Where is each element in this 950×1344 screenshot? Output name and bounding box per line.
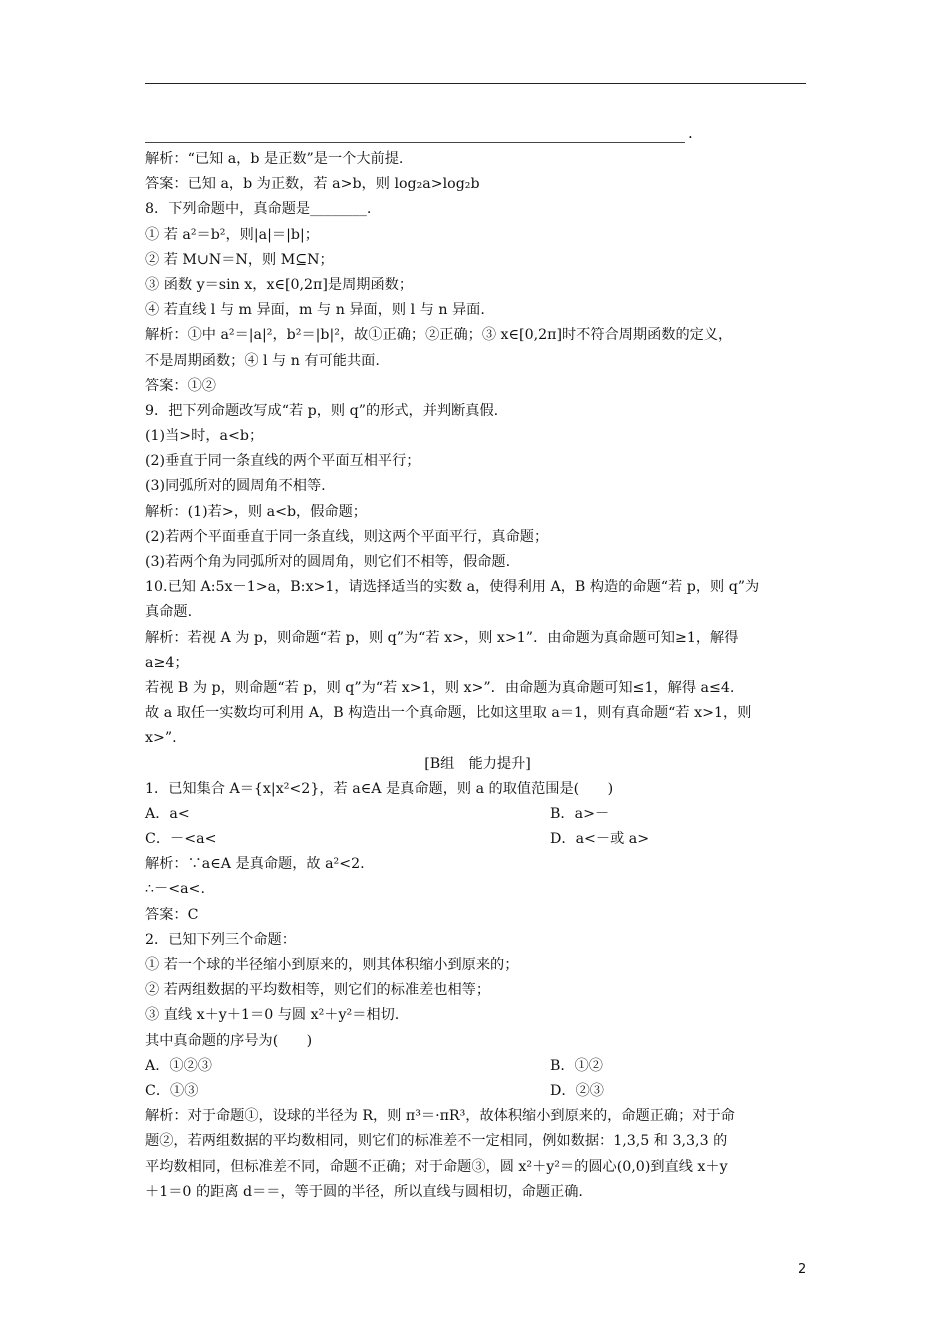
answer-line: 答案：C bbox=[145, 906, 199, 923]
option-b: B．①② bbox=[550, 1057, 603, 1074]
text-line: a≥4； bbox=[145, 654, 189, 671]
text-line: ∴－<a<. bbox=[145, 881, 205, 898]
text-line: 答案：已知 a，b 为正数，若 a>b，则 log₂a>log₂b bbox=[145, 176, 480, 193]
text-line: 若视 B 为 p，则命题“若 p，则 q”为“若 x>1，则 x>”．由命题为真命题可知≤1，解得 a≤4. bbox=[145, 679, 735, 696]
text-line: ④ 若直线 l 与 m 异面，m 与 n 异面，则 l 与 n 异面. bbox=[145, 302, 485, 319]
text-line: 解析：(1)若>，则 a<b，假命题； bbox=[145, 503, 367, 520]
option-a: A．①②③ bbox=[145, 1057, 212, 1074]
text-line: 其中真命题的序号为( ) bbox=[145, 1032, 313, 1049]
question-8-stem: 8．下列命题中，真命题是________. bbox=[145, 201, 372, 218]
text-line: ① 若一个球的半径缩小到原来的，则其体积缩小到原来的； bbox=[145, 957, 519, 973]
option-a: A．a< bbox=[145, 805, 190, 822]
text-line: ② 若 M∪N＝N，则 M⊆N； bbox=[145, 251, 334, 268]
question-9-stem: 9．把下列命题改写成“若 p，则 q”的形式，并判断真假. bbox=[145, 402, 499, 419]
option-d: D．②③ bbox=[550, 1082, 604, 1099]
text-line: 解析：①中 a²＝|a|²，b²＝|b|²，故①正确；②正确；③ x∈[0,2π]时不符合周期函数的定义， bbox=[145, 327, 733, 344]
question-10-stem: 10.已知 A:5x－1>a，B:x>1，请选择适当的实数 a，使得利用 A，B 构造的命题“若 p，则 q”为 bbox=[145, 579, 760, 596]
section-b-title: [B组 能力提升] bbox=[424, 755, 531, 772]
text-line: ③ 函数 y＝sin x，x∈[0,2π]是周期函数； bbox=[145, 276, 414, 293]
option-d: D．a<－或 a> bbox=[550, 831, 650, 848]
text-line: ② 若两组数据的平均数相等，则它们的标准差也相等； bbox=[145, 982, 491, 999]
text-line: 真命题. bbox=[145, 604, 193, 621]
question-b1-options-row bbox=[145, 827, 810, 852]
question-b2-options-row bbox=[145, 1079, 810, 1104]
option-c: C．－<a< bbox=[145, 831, 217, 848]
text-line: 解析：若视 A 为 p，则命题“若 p，则 q”为“若 x>，则 x>1”．由命题为真命题可知≥1，解得 bbox=[145, 629, 739, 646]
question-b2-stem: 2．已知下列三个命题： bbox=[145, 931, 296, 948]
text-line: 不是周期函数；④ l 与 n 有可能共面. bbox=[145, 352, 380, 369]
question-b2-options-row bbox=[145, 1054, 810, 1079]
text-line: (2)垂直于同一条直线的两个平面互相平行； bbox=[145, 453, 421, 470]
page-number: 2 bbox=[798, 1262, 807, 1277]
text-line: ＋1＝0 的距离 d＝＝，等于圆的半径，所以直线与圆相切，命题正确. bbox=[145, 1183, 583, 1200]
answer-blank-line bbox=[145, 142, 685, 143]
text-line: 解析：“已知 a，b 是正数”是一个大前提. bbox=[145, 151, 404, 167]
answer-blank-period: . bbox=[688, 124, 693, 142]
text-line: ① 若 a²＝b²，则|a|＝|b|； bbox=[145, 226, 319, 243]
option-b: B．a>－ bbox=[550, 805, 610, 822]
text-line: 解析：对于命题①，设球的半径为 R，则 π³＝·πR³，故体积缩小到原来的，命题正确；对于命 bbox=[145, 1108, 735, 1125]
text-line: (3)同弧所对的圆周角不相等. bbox=[145, 478, 326, 495]
question-b1-options-row bbox=[145, 802, 810, 827]
text-line: (2)若两个平面垂直于同一条直线，则这两个平面平行，真命题； bbox=[145, 528, 549, 545]
option-c: C．①③ bbox=[145, 1082, 199, 1099]
text-line: 故 a 取任一实数均可利用 A，B 构造出一个真命题，比如这里取 a＝1，则有真命题“若 x>1，则 bbox=[145, 705, 752, 722]
text-line: (1)当>时，a<b； bbox=[145, 428, 264, 445]
text-line: 解析：∵a∈A 是真命题，故 a²<2. bbox=[145, 856, 365, 873]
text-line: 平均数相同，但标准差不同，命题不正确；对于命题③，圆 x²＋y²＝的圆心(0,0)到直线 x＋y bbox=[145, 1158, 728, 1175]
header-rule bbox=[145, 83, 806, 84]
text-line: (3)若两个角为同弧所对的圆周角，则它们不相等，假命题. bbox=[145, 554, 511, 570]
text-line: x>”. bbox=[145, 730, 177, 747]
text-line: 答案：①② bbox=[145, 377, 216, 394]
question-b1-stem: 1．已知集合 A＝{x|x²<2}，若 a∈A 是真命题，则 a 的取值范围是( ) bbox=[145, 780, 614, 797]
text-line: ③ 直线 x＋y＋1＝0 与圆 x²＋y²＝相切. bbox=[145, 1007, 400, 1024]
text-line: 题②，若两组数据的平均数相同，则它们的标准差不一定相同，例如数据：1,3,5 和 3,3,3 的 bbox=[145, 1133, 728, 1150]
document-body bbox=[145, 147, 810, 1205]
